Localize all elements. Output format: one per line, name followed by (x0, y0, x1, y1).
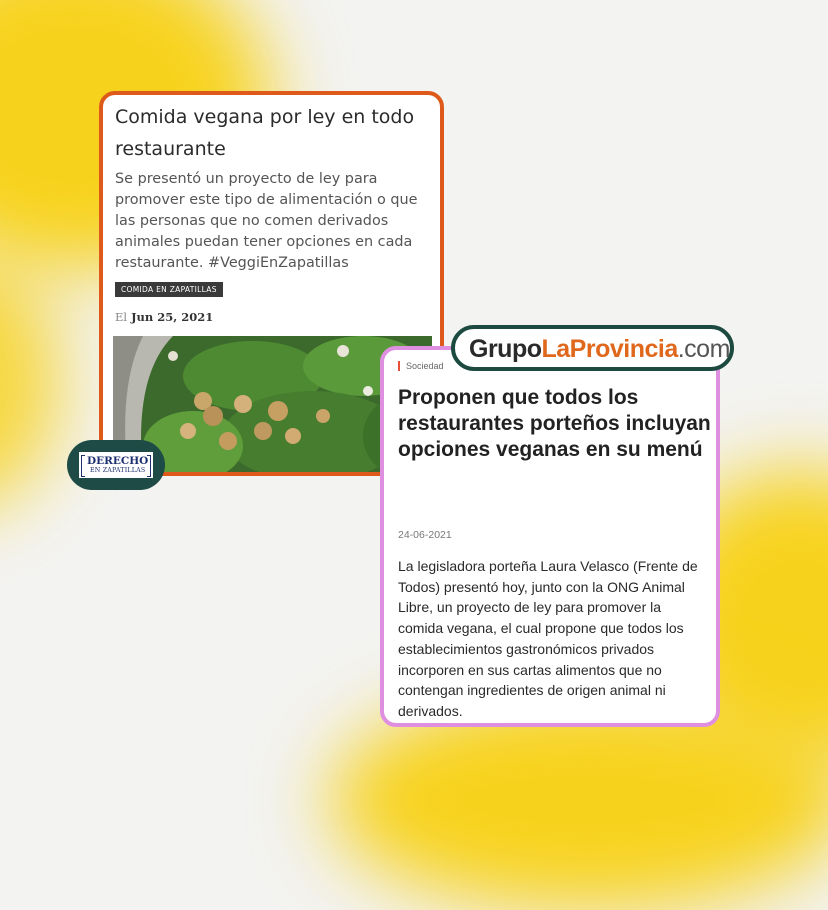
logo-plate (79, 452, 153, 478)
bracket-right (147, 455, 151, 477)
logo-line2: EN ZAPATILLAS (90, 467, 146, 474)
logo-line1: DERECHO (87, 455, 149, 467)
article-summary: Se presentó un proyecto de ley para promover este tipo de alimentación o que las personas que no comen derivados animales puedan tener opciones en cada restaurante. #VeggiEnZapatillas (115, 171, 418, 271)
logo-wordmark (469, 335, 730, 364)
article-card-grupo[interactable] (380, 346, 720, 727)
article-date (115, 310, 213, 324)
article-title[interactable]: Proponen que todos los restaurantes porteños incluyan opciones veganas en su menú (398, 386, 711, 461)
article-date: 24-06-2021 (398, 529, 452, 541)
logo-com: .com (677, 335, 730, 363)
logo-grupo: Grupo (469, 335, 542, 363)
yellow-blob (0, 250, 60, 510)
date-prefix: El (115, 310, 128, 324)
logo-laprovincia: LaProvincia (541, 335, 678, 363)
category-tag[interactable]: COMIDA EN ZAPATILLAS (115, 282, 223, 297)
article-title[interactable]: Comida vegana por ley en todo restaurante (115, 106, 415, 160)
grupo-laprovincia-logo (451, 325, 734, 371)
date-value: Jun 25, 2021 (131, 310, 214, 324)
article-body: La legisladora porteña Laura Velasco (Frente de Todos) presentó hoy, junto con la ONG Animal Libre, un proyecto de ley para promover la comida vegana, el cual propone que todos los establecimientos gastronómicos privados incorporen en sus cartas alimentos que no contengan ingredientes de origen animal ni derivados. (398, 558, 698, 719)
derecho-en-zapatillas-logo (67, 440, 165, 490)
bracket-left (81, 455, 85, 477)
category-label[interactable]: Sociedad (398, 361, 444, 371)
